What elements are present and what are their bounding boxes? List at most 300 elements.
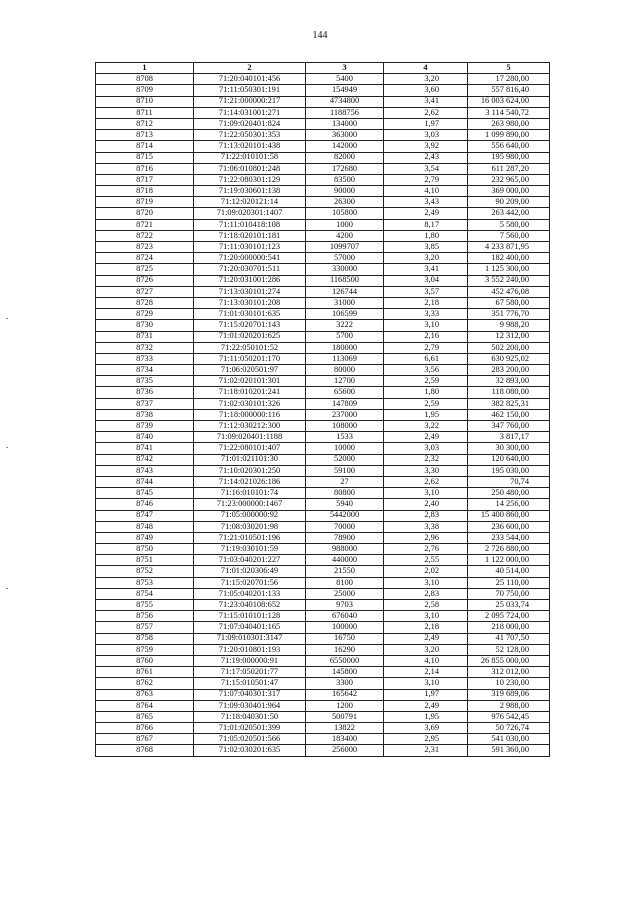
- area-cell: 5700: [306, 331, 384, 342]
- row-number-cell: 8755: [96, 600, 194, 611]
- cadastral-number-cell: 71:02:020101:301: [194, 376, 306, 387]
- table-row: [96, 331, 550, 342]
- cadastral-number-cell: 71:09:020401:824: [194, 118, 306, 129]
- row-number-cell: 8714: [96, 141, 194, 152]
- row-number-cell: 8732: [96, 342, 194, 353]
- cadastral-number-cell: 71:01:020306:49: [194, 566, 306, 577]
- value-cell: 4 233 871,95: [468, 242, 550, 253]
- table-row: [96, 297, 550, 308]
- area-cell: 100000: [306, 622, 384, 633]
- row-number-cell: 8726: [96, 275, 194, 286]
- area-cell: 500791: [306, 711, 384, 722]
- row-number-cell: 8758: [96, 633, 194, 644]
- value-cell: 15 400 860,00: [468, 510, 550, 521]
- rate-cell: 2,14: [384, 667, 468, 678]
- value-cell: 90 209,00: [468, 197, 550, 208]
- rate-cell: 3,85: [384, 242, 468, 253]
- rate-cell: 2,49: [384, 700, 468, 711]
- area-cell: 113069: [306, 353, 384, 364]
- value-cell: 1 125 300,00: [468, 264, 550, 275]
- cadastral-number-cell: 71:22:010101:58: [194, 152, 306, 163]
- rate-cell: 4,10: [384, 655, 468, 666]
- area-cell: 1188756: [306, 107, 384, 118]
- rate-cell: 1,97: [384, 118, 468, 129]
- page-number: 144: [312, 30, 328, 41]
- rate-cell: 3,10: [384, 320, 468, 331]
- value-cell: 9 988,20: [468, 320, 550, 331]
- cadastral-number-cell: 71:01:020501:399: [194, 723, 306, 734]
- table-row: [96, 745, 550, 756]
- table-row: [96, 107, 550, 118]
- table-row: [96, 253, 550, 264]
- value-cell: 67 580,00: [468, 297, 550, 308]
- row-number-cell: 8743: [96, 465, 194, 476]
- cadastral-number-cell: 71:22:050301:353: [194, 130, 306, 141]
- table-row: [96, 353, 550, 364]
- row-number-cell: 8746: [96, 499, 194, 510]
- value-cell: 118 080,00: [468, 387, 550, 398]
- area-cell: 6550000: [306, 655, 384, 666]
- rate-cell: 3,10: [384, 577, 468, 588]
- table-row: [96, 510, 550, 521]
- cadastral-number-cell: 71:20:031001:286: [194, 275, 306, 286]
- area-cell: 1533: [306, 432, 384, 443]
- cadastral-number-cell: 71:05:000000:92: [194, 510, 306, 521]
- area-cell: 363000: [306, 130, 384, 141]
- cadastral-number-cell: 71:06:010801:248: [194, 163, 306, 174]
- table-row: [96, 342, 550, 353]
- area-cell: 3222: [306, 320, 384, 331]
- cadastral-number-cell: 71:03:040201:227: [194, 555, 306, 566]
- area-cell: 65600: [306, 387, 384, 398]
- table-row: [96, 633, 550, 644]
- area-cell: 106599: [306, 309, 384, 320]
- cadastral-number-cell: 71:20:040101:456: [194, 74, 306, 85]
- row-number-cell: 8718: [96, 186, 194, 197]
- value-cell: 26 855 000,00: [468, 655, 550, 666]
- table-row: [96, 588, 550, 599]
- area-cell: 134000: [306, 118, 384, 129]
- rate-cell: 3,54: [384, 163, 468, 174]
- area-cell: 256000: [306, 745, 384, 756]
- area-cell: 59100: [306, 465, 384, 476]
- cadastral-number-cell: 71:19:030101:59: [194, 544, 306, 555]
- area-cell: 5442000: [306, 510, 384, 521]
- table-row: [96, 409, 550, 420]
- cadastral-number-cell: 71:11:050201:170: [194, 353, 306, 364]
- cadastral-number-cell: 71:23:040108:652: [194, 600, 306, 611]
- area-cell: 4734800: [306, 96, 384, 107]
- area-cell: 154949: [306, 85, 384, 96]
- cadastral-number-cell: 71:07:040401:165: [194, 622, 306, 633]
- cadastral-number-cell: 71:14:021026:186: [194, 476, 306, 487]
- area-cell: 78900: [306, 532, 384, 543]
- value-cell: 351 776,70: [468, 309, 550, 320]
- table-row: [96, 219, 550, 230]
- rate-cell: 1,80: [384, 387, 468, 398]
- rate-cell: 3,20: [384, 74, 468, 85]
- rate-cell: 3,60: [384, 85, 468, 96]
- row-number-cell: 8749: [96, 532, 194, 543]
- rate-cell: 2,18: [384, 622, 468, 633]
- table-row: [96, 689, 550, 700]
- area-cell: 1099707: [306, 242, 384, 253]
- area-cell: 25000: [306, 588, 384, 599]
- cadastral-number-cell: 71:13:030101:274: [194, 286, 306, 297]
- row-number-cell: 8727: [96, 286, 194, 297]
- row-number-cell: 8710: [96, 96, 194, 107]
- row-number-cell: 8741: [96, 443, 194, 454]
- table-row: [96, 611, 550, 622]
- row-number-cell: 8740: [96, 432, 194, 443]
- area-cell: 105800: [306, 208, 384, 219]
- area-cell: 26300: [306, 197, 384, 208]
- row-number-cell: 8730: [96, 320, 194, 331]
- rate-cell: 3,43: [384, 197, 468, 208]
- rate-cell: 2,59: [384, 376, 468, 387]
- value-cell: 218 000,00: [468, 622, 550, 633]
- rate-cell: 3,20: [384, 253, 468, 264]
- cadastral-number-cell: 71:07:040301:317: [194, 689, 306, 700]
- row-number-cell: 8708: [96, 74, 194, 85]
- area-cell: 142000: [306, 141, 384, 152]
- value-cell: 556 640,00: [468, 141, 550, 152]
- value-cell: 312 012,00: [468, 667, 550, 678]
- row-number-cell: 8760: [96, 655, 194, 666]
- rate-cell: 1,97: [384, 689, 468, 700]
- row-number-cell: 8717: [96, 174, 194, 185]
- cadastral-number-cell: 71:17:050201:77: [194, 667, 306, 678]
- table-row: [96, 264, 550, 275]
- row-number-cell: 8731: [96, 331, 194, 342]
- column-header-2: 2: [194, 63, 306, 74]
- rate-cell: 3,38: [384, 521, 468, 532]
- area-cell: 1168500: [306, 275, 384, 286]
- cadastral-number-cell: 71:12:020121:14: [194, 197, 306, 208]
- cadastral-number-cell: 71:13:020101:438: [194, 141, 306, 152]
- area-cell: 330000: [306, 264, 384, 275]
- area-cell: 5400: [306, 74, 384, 85]
- area-cell: 70000: [306, 521, 384, 532]
- row-number-cell: 8724: [96, 253, 194, 264]
- cadastral-number-cell: 71:09:010301:3147: [194, 633, 306, 644]
- value-cell: 30 300,00: [468, 443, 550, 454]
- value-cell: 2 726 880,00: [468, 544, 550, 555]
- table-row: [96, 398, 550, 409]
- row-number-cell: 8737: [96, 398, 194, 409]
- row-number-cell: 8739: [96, 421, 194, 432]
- value-cell: 25 110,00: [468, 577, 550, 588]
- cadastral-number-cell: 71:01:020201:625: [194, 331, 306, 342]
- area-cell: 183400: [306, 734, 384, 745]
- value-cell: 70 750,00: [468, 588, 550, 599]
- row-number-cell: 8763: [96, 689, 194, 700]
- table-row: [96, 432, 550, 443]
- value-cell: 32 893,00: [468, 376, 550, 387]
- cadastral-number-cell: 71:21:010501:196: [194, 532, 306, 543]
- table-row: [96, 74, 550, 85]
- row-number-cell: 8759: [96, 644, 194, 655]
- rate-cell: 1,95: [384, 409, 468, 420]
- column-header-4: 4: [384, 63, 468, 74]
- rate-cell: 2,96: [384, 532, 468, 543]
- row-number-cell: 8719: [96, 197, 194, 208]
- area-cell: 1000: [306, 219, 384, 230]
- table-row: [96, 118, 550, 129]
- value-cell: 250 480,00: [468, 488, 550, 499]
- cadastral-number-cell: 71:18:020101:181: [194, 230, 306, 241]
- column-header-1: 1: [96, 63, 194, 74]
- rate-cell: 3,33: [384, 309, 468, 320]
- row-number-cell: 8736: [96, 387, 194, 398]
- value-cell: 7 560,00: [468, 230, 550, 241]
- table-row: [96, 499, 550, 510]
- table-row: [96, 532, 550, 543]
- value-cell: 1 099 890,00: [468, 130, 550, 141]
- rate-cell: 3,03: [384, 443, 468, 454]
- value-cell: 195 980,00: [468, 152, 550, 163]
- cadastral-number-cell: 71:18:040301:50: [194, 711, 306, 722]
- rate-cell: 2,83: [384, 588, 468, 599]
- cadastral-number-cell: 71:13:030101:208: [194, 297, 306, 308]
- value-cell: 195 030,00: [468, 465, 550, 476]
- row-number-cell: 8754: [96, 588, 194, 599]
- area-cell: 676040: [306, 611, 384, 622]
- area-cell: 83500: [306, 174, 384, 185]
- value-cell: 236 600,00: [468, 521, 550, 532]
- row-number-cell: 8765: [96, 711, 194, 722]
- value-cell: 52 128,00: [468, 644, 550, 655]
- area-cell: 165642: [306, 689, 384, 700]
- area-cell: 27: [306, 476, 384, 487]
- data-table: [95, 62, 550, 757]
- rate-cell: 3,69: [384, 723, 468, 734]
- value-cell: 976 542,45: [468, 711, 550, 722]
- rate-cell: 4,10: [384, 186, 468, 197]
- table-row: [96, 96, 550, 107]
- row-number-cell: 8728: [96, 297, 194, 308]
- cadastral-number-cell: 71:05:020501:566: [194, 734, 306, 745]
- table-row: [96, 723, 550, 734]
- table-row: [96, 309, 550, 320]
- table-row: [96, 174, 550, 185]
- table-row: [96, 700, 550, 711]
- cadastral-number-cell: 71:21:000000:217: [194, 96, 306, 107]
- rate-cell: 3,10: [384, 488, 468, 499]
- cadastral-number-cell: 71:12:030212:300: [194, 421, 306, 432]
- table-row: [96, 197, 550, 208]
- rate-cell: 3,41: [384, 264, 468, 275]
- cadastral-number-cell: 71:15:020701:56: [194, 577, 306, 588]
- row-number-cell: 8742: [96, 454, 194, 465]
- row-number-cell: 8735: [96, 376, 194, 387]
- area-cell: 5940: [306, 499, 384, 510]
- value-cell: 452 476,08: [468, 286, 550, 297]
- cadastral-number-cell: 71:15:020701:143: [194, 320, 306, 331]
- row-number-cell: 8733: [96, 353, 194, 364]
- area-cell: 237000: [306, 409, 384, 420]
- table-row: [96, 242, 550, 253]
- value-cell: 5 580,00: [468, 219, 550, 230]
- row-number-cell: 8738: [96, 409, 194, 420]
- table-row: [96, 476, 550, 487]
- cadastral-number-cell: 71:16:010101:74: [194, 488, 306, 499]
- table-row: [96, 208, 550, 219]
- scan-mark: [6, 318, 8, 319]
- cadastral-number-cell: 71:15:010501:47: [194, 678, 306, 689]
- value-cell: 182 400,00: [468, 253, 550, 264]
- area-cell: 21550: [306, 566, 384, 577]
- row-number-cell: 8711: [96, 107, 194, 118]
- value-cell: 232 965,00: [468, 174, 550, 185]
- row-number-cell: 8761: [96, 667, 194, 678]
- rate-cell: 3,03: [384, 130, 468, 141]
- cadastral-number-cell: 71:20:030701:511: [194, 264, 306, 275]
- area-cell: 1200: [306, 700, 384, 711]
- rate-cell: 6,61: [384, 353, 468, 364]
- row-number-cell: 8712: [96, 118, 194, 129]
- row-number-cell: 8722: [96, 230, 194, 241]
- table-row: [96, 186, 550, 197]
- row-number-cell: 8768: [96, 745, 194, 756]
- area-cell: 180000: [306, 342, 384, 353]
- table-row: [96, 320, 550, 331]
- rate-cell: 2,32: [384, 454, 468, 465]
- value-cell: 2 988,00: [468, 700, 550, 711]
- row-number-cell: 8747: [96, 510, 194, 521]
- cadastral-number-cell: 71:01:021101:30: [194, 454, 306, 465]
- rate-cell: 8,17: [384, 219, 468, 230]
- rate-cell: 2,40: [384, 499, 468, 510]
- value-cell: 462 150,00: [468, 409, 550, 420]
- cadastral-number-cell: 71:01:030101:635: [194, 309, 306, 320]
- table-row: [96, 678, 550, 689]
- value-cell: 347 760,00: [468, 421, 550, 432]
- rate-cell: 2,62: [384, 476, 468, 487]
- row-number-cell: 8762: [96, 678, 194, 689]
- value-cell: 41 707,50: [468, 633, 550, 644]
- header-row: [96, 63, 550, 74]
- cadastral-number-cell: 71:19:030601:138: [194, 186, 306, 197]
- cadastral-number-cell: 71:10:020301:250: [194, 465, 306, 476]
- table-row: [96, 544, 550, 555]
- area-cell: 13822: [306, 723, 384, 734]
- cadastral-number-cell: 71:22:050101:52: [194, 342, 306, 353]
- table-row: [96, 555, 550, 566]
- value-cell: 3 114 540,72: [468, 107, 550, 118]
- table-row: [96, 376, 550, 387]
- row-number-cell: 8713: [96, 130, 194, 141]
- table-row: [96, 387, 550, 398]
- rate-cell: 3,20: [384, 644, 468, 655]
- cadastral-number-cell: 71:22:080101:407: [194, 443, 306, 454]
- cadastral-number-cell: 71:23:000000:1467: [194, 499, 306, 510]
- cadastral-number-cell: 71:18:000000:116: [194, 409, 306, 420]
- rate-cell: 3,41: [384, 96, 468, 107]
- area-cell: 440000: [306, 555, 384, 566]
- value-cell: 557 816,40: [468, 85, 550, 96]
- row-number-cell: 8709: [96, 85, 194, 96]
- cadastral-number-cell: 71:09:030401:964: [194, 700, 306, 711]
- row-number-cell: 8764: [96, 700, 194, 711]
- row-number-cell: 8720: [96, 208, 194, 219]
- area-cell: 145800: [306, 667, 384, 678]
- table-row: [96, 655, 550, 666]
- cadastral-number-cell: 71:11:010418:108: [194, 219, 306, 230]
- table-row: [96, 286, 550, 297]
- area-cell: 9703: [306, 600, 384, 611]
- cadastral-number-cell: 71:20:000000:541: [194, 253, 306, 264]
- row-number-cell: 8766: [96, 723, 194, 734]
- table-body: [96, 74, 550, 756]
- rate-cell: 2,31: [384, 745, 468, 756]
- area-cell: 172680: [306, 163, 384, 174]
- table-row: [96, 443, 550, 454]
- rate-cell: 3,56: [384, 365, 468, 376]
- area-cell: 57000: [306, 253, 384, 264]
- value-cell: 541 030,00: [468, 734, 550, 745]
- value-cell: 611 287,20: [468, 163, 550, 174]
- area-cell: 126744: [306, 286, 384, 297]
- table-row: [96, 566, 550, 577]
- value-cell: 17 280,00: [468, 74, 550, 85]
- cadastral-number-cell: 71:18:010201:241: [194, 387, 306, 398]
- rate-cell: 3,30: [384, 465, 468, 476]
- cadastral-number-cell: 71:09:020301:1407: [194, 208, 306, 219]
- cadastral-number-cell: 71:09:020401:1188: [194, 432, 306, 443]
- rate-cell: 2,18: [384, 297, 468, 308]
- value-cell: 14 256,00: [468, 499, 550, 510]
- value-cell: 369 000,00: [468, 186, 550, 197]
- value-cell: 120 640,00: [468, 454, 550, 465]
- value-cell: 283 200,00: [468, 365, 550, 376]
- scan-mark: [6, 588, 8, 589]
- rate-cell: 2,83: [384, 510, 468, 521]
- cadastral-number-cell: 71:19:000000:91: [194, 655, 306, 666]
- rate-cell: 2,62: [384, 107, 468, 118]
- value-cell: 3 552 240,00: [468, 275, 550, 286]
- value-cell: 263 442,00: [468, 208, 550, 219]
- rate-cell: 2,55: [384, 555, 468, 566]
- row-number-cell: 8715: [96, 152, 194, 163]
- area-cell: 82000: [306, 152, 384, 163]
- rate-cell: 2,49: [384, 432, 468, 443]
- value-cell: 1 122 000,00: [468, 555, 550, 566]
- cadastral-number-cell: 71:02:030201:635: [194, 745, 306, 756]
- area-cell: 31000: [306, 297, 384, 308]
- area-cell: 52000: [306, 454, 384, 465]
- table-row: [96, 711, 550, 722]
- rate-cell: 1,95: [384, 711, 468, 722]
- rate-cell: 2,59: [384, 398, 468, 409]
- rate-cell: 1,80: [384, 230, 468, 241]
- value-cell: 12 312,00: [468, 331, 550, 342]
- area-cell: 147809: [306, 398, 384, 409]
- rate-cell: 2,79: [384, 174, 468, 185]
- rate-cell: 2,76: [384, 544, 468, 555]
- row-number-cell: 8729: [96, 309, 194, 320]
- cadastral-number-cell: 71:15:010101:128: [194, 611, 306, 622]
- row-number-cell: 8745: [96, 488, 194, 499]
- rate-cell: 2,79: [384, 342, 468, 353]
- row-number-cell: 8757: [96, 622, 194, 633]
- value-cell: 16 003 624,00: [468, 96, 550, 107]
- row-number-cell: 8716: [96, 163, 194, 174]
- value-cell: 233 544,00: [468, 532, 550, 543]
- row-number-cell: 8756: [96, 611, 194, 622]
- area-cell: 10000: [306, 443, 384, 454]
- table-row: [96, 521, 550, 532]
